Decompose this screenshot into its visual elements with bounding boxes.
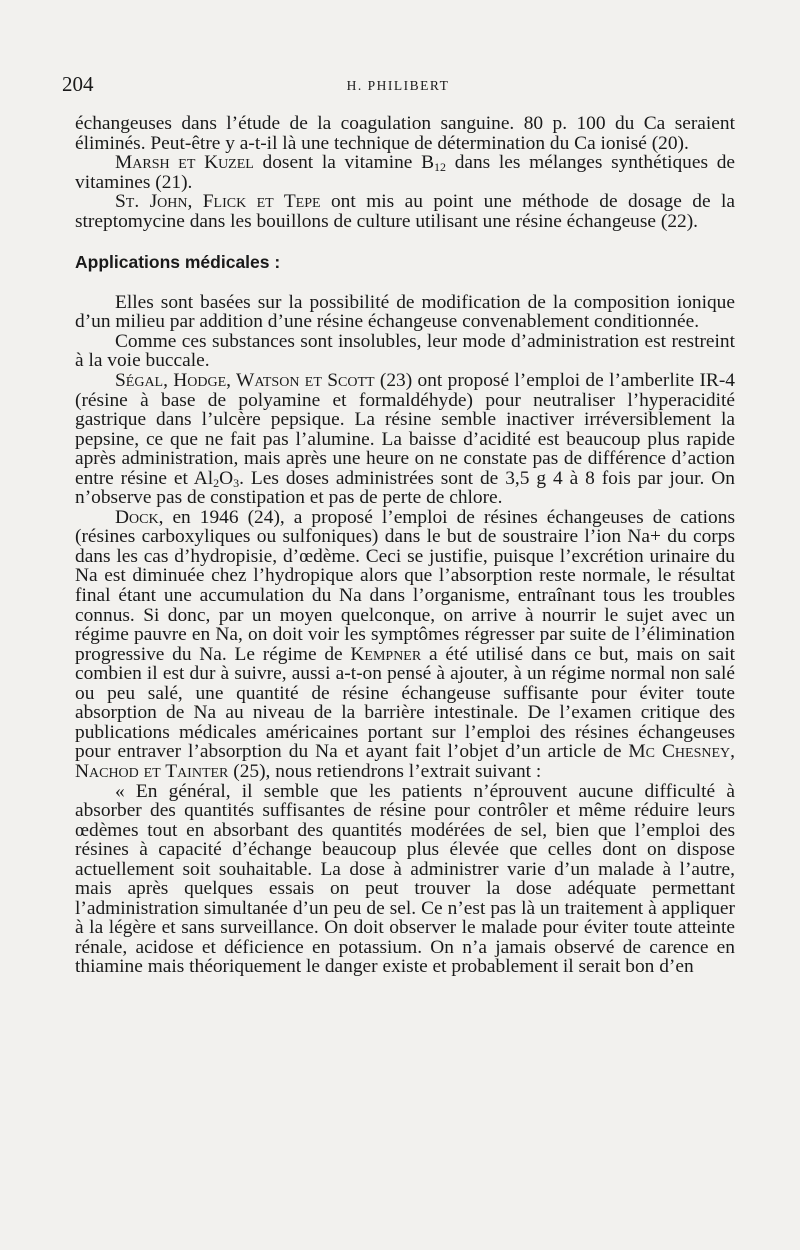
- author-names: St. John, Flick et Tepe: [115, 191, 321, 213]
- page-number: 204: [62, 72, 94, 96]
- paragraph-dock: [75, 508, 735, 782]
- author-names: Dock: [115, 506, 159, 528]
- paragraph-text: , en 1946 (24), a proposé l’emploi de résines échangeuses de cations (résines carboxyliques ou sulfoniques) dans le but de soustraire l’ion Na+ du corps dans les cas d’hydropisie, d’œdème. Ceci se justifie, puisque l’excrétion urinaire du Na est diminuée chez l’hydropique alors que l’absorption reste normale, le résultat final étant une accumulation du Na dans l’organisme, entraînant tous les troubles connus. Si donc, par un moyen quelconque, on arrive à nourrir le sujet avec un régime pauvre en Na, on doit voir les symptômes régresser par suite de l’élimination progressive du Na. Le régime de: [75, 506, 735, 665]
- paragraph-vitamin: [75, 153, 735, 192]
- paragraph-insolubles: Comme ces substances sont insolubles, leur mode d’administration est restreint à la voie buccale.: [75, 330, 735, 372]
- subscript: 3: [233, 475, 240, 490]
- paragraph-text: ont mis au point une méthode de dosage de la streptomycine dans les bouillons de culture utilisant une résine échangeuse (22).: [75, 191, 735, 232]
- body-text: [75, 114, 735, 977]
- author-names: Kempner: [350, 643, 422, 665]
- paragraph-text: dans les mélanges synthétiques de vitamines (21).: [75, 152, 735, 193]
- author-names: Marsh et Kuzel: [115, 152, 254, 174]
- paragraph-text: O: [219, 467, 234, 489]
- section-heading: Applications médicales :: [75, 252, 281, 273]
- paragraph-text: a été utilisé dans ce but, mais on sait combien il est dur à suivre, aussi a-t-on pensé à ajouter, à un régime normal non salé ou peu salé, une quantité de résine échangeuse suffisante pour éviter toute absorption de Na au niveau de la barrière intestinale. De l’examen critique des publications médicales américaines portant sur l’emploi des résines échangeuses pour entraver l’absorption du Na et ayant fait l’objet d’un article de: [75, 643, 735, 763]
- paragraph-quote: « En général, il semble que les patients n’éprouvent aucune difficulté à absorber des quantités suffisantes de résine pour contrôler et même réduire leurs œdèmes tout en absorbant des quantités modérées de sel, bien que l’emploi des résines à capacité d’échange beaucoup plus élevée que celles dont on dispose actuellement soit souhaitable. La dose à administrer varie d’un malade à l’autre, mais après quelques essais on peut trouver la dose adéquate permettant l’administration simultanée d’un peu de sel. Ce n’est pas là un traitement à appliquer à la légère et sans surveillance. On doit observer le malade pour éviter toute atteinte rénale, acidose et déficience en potassium. On n’a jamais observé de carence en thiamine mais théoriquement le danger existe et probablement il serait bon d’en: [75, 780, 735, 978]
- paragraph-amberlite: [75, 371, 735, 508]
- author-names: Ségal, Hodge, Watson et Scott: [115, 370, 375, 392]
- paragraph-text: (25), nous retiendrons l’extrait suivant :: [228, 760, 542, 782]
- subscript: 2: [213, 475, 220, 490]
- subscript: 12: [434, 160, 446, 175]
- paragraph-text: . Les doses administrées sont de 3,5 g 4 à 8 fois par jour. On n’observe pas de constipation et pas de perte de chlore.: [75, 467, 735, 509]
- paragraph-streptomycine: [75, 192, 735, 231]
- paragraph-text: (23) ont proposé l’emploi de l’amberlite IR-4 (résine à base de polyamine et formaldéhyde) pour neutraliser l’hyperacidité gastrique dans l’ulcère pepsique. La résine semble inactiver irréversiblement la pepsine, ce que ne fait pas l’alumine. La baisse d’acidité est beaucoup plus rapide après administration, mais après une heure on ne constate pas de différence d’action entre résine et Al: [75, 370, 736, 489]
- paragraph-text: dosent la vitamine B: [253, 152, 434, 174]
- paragraph-bases: Elles sont basées sur la possibilité de modification de la composition ionique d’un milieu par addition d’une résine échangeuse convenablement conditionnée.: [75, 291, 735, 333]
- running-head: H. PHILIBERT: [346, 78, 450, 93]
- author-names: Mc Chesney, Nachod et Tainter: [75, 741, 735, 782]
- paragraph-coagulation: échangeuses dans l’étude de la coagulation sanguine. 80 p. 100 du Ca seraient éliminés. Peut-être y a-t-il là une technique de détermination du Ca ionisé (20).: [75, 113, 735, 154]
- page-header: [62, 72, 734, 102]
